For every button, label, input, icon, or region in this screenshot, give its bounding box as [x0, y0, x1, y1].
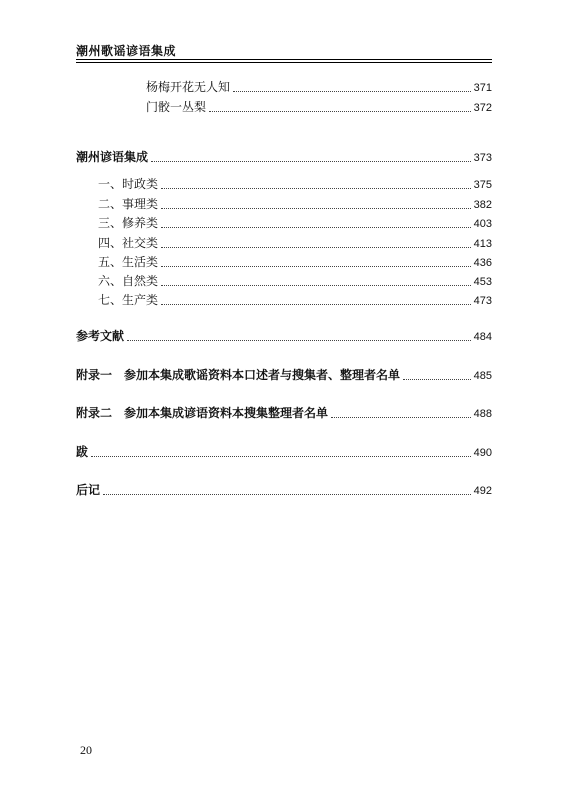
- toc-entry-page: 485: [473, 370, 492, 382]
- toc-entry-label: 七、生产类: [98, 293, 159, 307]
- toc-entry-page: 473: [473, 295, 492, 307]
- toc-entry-label: 杨梅开花无人知: [146, 80, 231, 94]
- toc-entry-postscript: [76, 443, 492, 461]
- dot-leader: [209, 111, 471, 112]
- dot-leader: [161, 285, 471, 286]
- toc-entry-label: 三、修养类: [98, 216, 159, 230]
- dot-leader: [91, 456, 471, 457]
- toc-entry-page: 372: [473, 102, 492, 114]
- page-number: 20: [80, 743, 92, 757]
- running-header: [76, 40, 176, 59]
- dot-leader: [331, 417, 471, 418]
- toc-entry-page: 403: [473, 218, 492, 230]
- toc-entry-page: 375: [473, 179, 492, 191]
- toc-entry-label: 一、时政类: [98, 177, 159, 191]
- toc-entry-label: 附录二 参加本集成谚语资料本搜集整理者名单: [76, 406, 329, 420]
- toc-entry-shizheng: [98, 175, 492, 193]
- toc-entry-label: 四、社交类: [98, 236, 159, 250]
- dot-leader: [161, 247, 471, 248]
- toc-entry-menjiao: [146, 98, 492, 116]
- toc-entry-xiuyang: [98, 214, 492, 232]
- toc-entry-appendix-2: [76, 404, 492, 422]
- toc-entry-shejiao: [98, 234, 492, 252]
- toc-entry-page: 382: [473, 199, 492, 211]
- toc-entry-page: 490: [473, 447, 492, 459]
- toc-entry-proverbs: [76, 148, 492, 166]
- dot-leader: [161, 208, 471, 209]
- dot-leader: [127, 340, 471, 341]
- dot-leader: [103, 494, 471, 495]
- toc-entry-page: 373: [473, 152, 492, 164]
- dot-leader: [403, 379, 471, 380]
- toc-entry-shenghuo: [98, 253, 492, 271]
- toc-entry-label: 门骹一丛梨: [146, 100, 207, 114]
- toc-entry-page: 413: [473, 238, 492, 250]
- dot-leader: [151, 161, 471, 162]
- toc-entry-shengchan: [98, 291, 492, 309]
- toc-entry-label: 五、生活类: [98, 255, 159, 269]
- toc-entry-page: 488: [473, 408, 492, 420]
- toc-entry-page: 371: [473, 82, 492, 94]
- toc-entry-label: 跋: [76, 445, 89, 459]
- toc-entry-label: 后记: [76, 483, 101, 497]
- toc-entry-page: 492: [473, 485, 492, 497]
- toc-entry-appendix-1: [76, 366, 492, 384]
- toc-entry-afterword: [76, 481, 492, 499]
- toc-entry-shili: [98, 195, 492, 213]
- toc-entry-ziran: [98, 272, 492, 290]
- header-title: 潮州歌谣谚语集成: [76, 44, 177, 58]
- dot-leader: [161, 304, 471, 305]
- toc-entry-page: 453: [473, 276, 492, 288]
- toc-entry-label: 潮州谚语集成: [76, 150, 149, 164]
- toc-entry-page: 484: [473, 331, 492, 343]
- toc-entry-label: 二、事理类: [98, 197, 159, 211]
- header-rule-secondary: [76, 62, 492, 63]
- dot-leader: [233, 91, 471, 92]
- dot-leader: [161, 227, 471, 228]
- toc-entry-label: 附录一 参加本集成歌谣资料本口述者与搜集者、整理者名单: [76, 368, 401, 382]
- toc-entry-page: 436: [473, 257, 492, 269]
- toc-entry-yangmei: [146, 78, 492, 96]
- dot-leader: [161, 188, 471, 189]
- dot-leader: [161, 266, 471, 267]
- toc-entry-references: [76, 327, 492, 345]
- toc-entry-label: 六、自然类: [98, 274, 159, 288]
- header-rule: [76, 59, 492, 60]
- toc-entry-label: 参考文献: [76, 329, 125, 343]
